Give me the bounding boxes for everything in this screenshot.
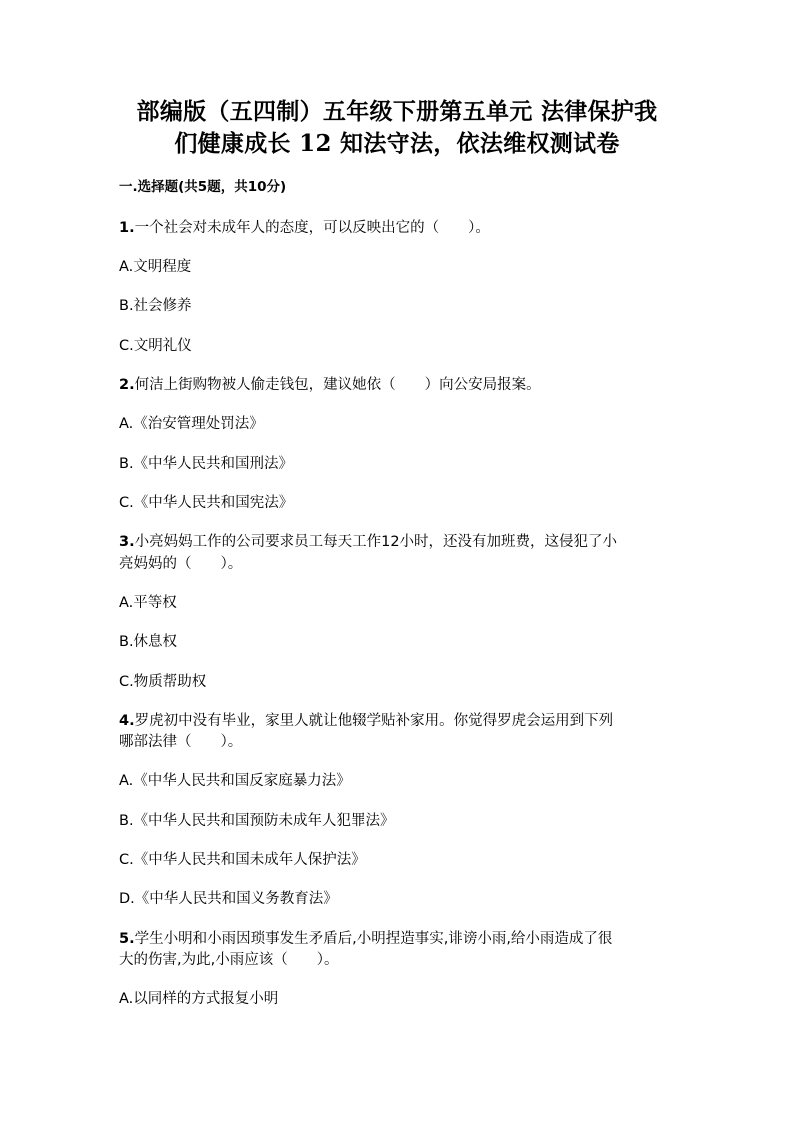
question-text: 罗虎初中没有毕业，家里人就让他辍学贴补家用。你觉得罗虎会运用到下列 [134, 713, 614, 729]
question-number: 4. [119, 713, 135, 729]
question-3 [119, 532, 617, 552]
section-heading: 一.选择题(共5题，共10分) [119, 179, 287, 195]
option-1b: B.社会修养 [119, 298, 192, 314]
question-4-continuation: 哪部法律（ ）。 [119, 734, 243, 750]
question-number: 2. [119, 377, 135, 393]
question-2 [119, 375, 541, 395]
option-4d: D.《中华人民共和国义务教育法》 [119, 891, 338, 907]
option-3a: A.平等权 [119, 595, 177, 611]
question-5-continuation: 大的伤害,为此,小雨应该（ ）。 [119, 952, 339, 968]
question-number: 3. [119, 534, 135, 550]
question-text: 学生小明和小雨因琐事发生矛盾后,小明捏造事实,诽谤小雨,给小雨造成了很 [134, 931, 613, 947]
option-3c: C.物质帮助权 [119, 674, 207, 690]
question-5 [119, 929, 612, 949]
question-text: 何洁上街购物被人偷走钱包，建议她依（ ）向公安局报案。 [134, 377, 541, 393]
option-4c: C.《中华人民共和国未成年人保护法》 [119, 852, 366, 868]
option-4a: A.《中华人民共和国反家庭暴力法》 [119, 773, 351, 789]
option-3b: B.休息权 [119, 634, 178, 650]
question-text: 一个社会对未成年人的态度，可以反映出它的（ ）。 [134, 220, 490, 236]
option-2c: C.《中华人民共和国宪法》 [119, 495, 294, 511]
option-2a: A.《治安管理处罚法》 [119, 416, 264, 432]
option-4b: B.《中华人民共和国预防未成年人犯罪法》 [119, 813, 395, 829]
question-number: 5. [119, 931, 135, 947]
document-title-line-1: 部编版（五四制）五年级下册第五单元 法律保护我 [136, 98, 658, 125]
question-text: 小亮妈妈工作的公司要求员工每天工作12小时，还没有加班费，这侵犯了小 [134, 534, 618, 550]
option-2b: B.《中华人民共和国刑法》 [119, 456, 294, 472]
question-3-continuation: 亮妈妈的（ ）。 [119, 556, 243, 572]
option-5a: A.以同样的方式报复小明 [119, 991, 279, 1007]
option-1a: A.文明程度 [119, 259, 192, 275]
question-number: 1. [119, 220, 135, 236]
question-4 [119, 711, 613, 731]
option-1c: C.文明礼仪 [119, 338, 192, 354]
question-1 [119, 218, 490, 238]
document-title-line-2: 们健康成长 12 知法守法，依法维权测试卷 [174, 130, 620, 157]
